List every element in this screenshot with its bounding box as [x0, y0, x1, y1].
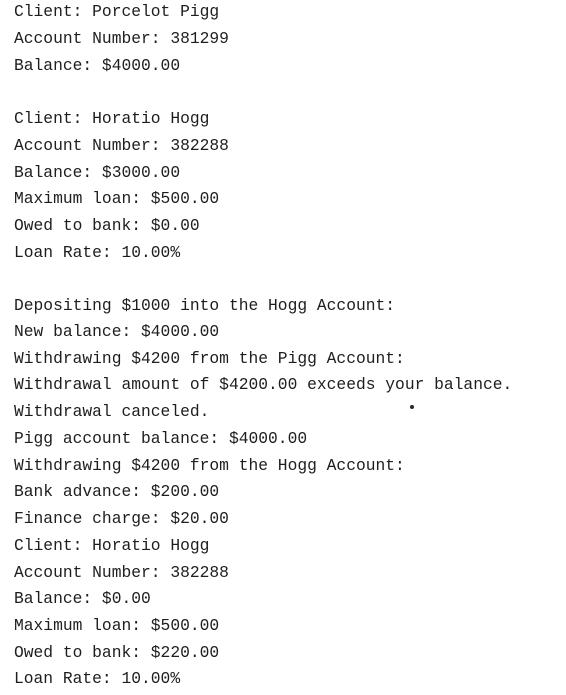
output-line: Maximum loan: $500.00 — [14, 189, 220, 208]
output-line: Balance: $4000.00 — [14, 56, 181, 75]
console-output — [14, 0, 562, 695]
scan-speck — [410, 405, 414, 409]
output-line: Owed to bank: $220.00 — [14, 643, 220, 662]
output-line: Withdrawing $4200 from the Hogg Account: — [14, 456, 405, 475]
output-line: Pigg account balance: $4000.00 — [14, 429, 308, 448]
output-line: Depositing $1000 into the Hogg Account: — [14, 296, 396, 315]
output-line: Maximum loan: $500.00 — [14, 616, 220, 635]
output-line: Balance: $3000.00 — [14, 163, 181, 182]
output-line: Account Number: 381299 — [14, 29, 229, 48]
output-line: Loan Rate: 10.00% — [14, 669, 181, 688]
output-line: Client: Porcelot Pigg — [14, 2, 220, 21]
output-line: Owed to bank: $0.00 — [14, 216, 200, 235]
output-line: Withdrawal amount of $4200.00 exceeds your balance. — [14, 375, 513, 394]
output-line: Withdrawal canceled. — [14, 402, 210, 421]
output-line: New balance: $4000.00 — [14, 322, 220, 341]
output-line: Finance charge: $20.00 — [14, 509, 229, 528]
output-line: Client: Horatio Hogg — [14, 109, 210, 128]
output-line: Account Number: 382288 — [14, 136, 229, 155]
output-line: Withdrawing $4200 from the Pigg Account: — [14, 349, 405, 368]
output-line: Loan Rate: 10.00% — [14, 243, 181, 262]
output-line: Client: Horatio Hogg — [14, 536, 210, 555]
output-line: Balance: $0.00 — [14, 589, 151, 608]
output-line: Account Number: 382288 — [14, 563, 229, 582]
output-line: Bank advance: $200.00 — [14, 482, 220, 501]
